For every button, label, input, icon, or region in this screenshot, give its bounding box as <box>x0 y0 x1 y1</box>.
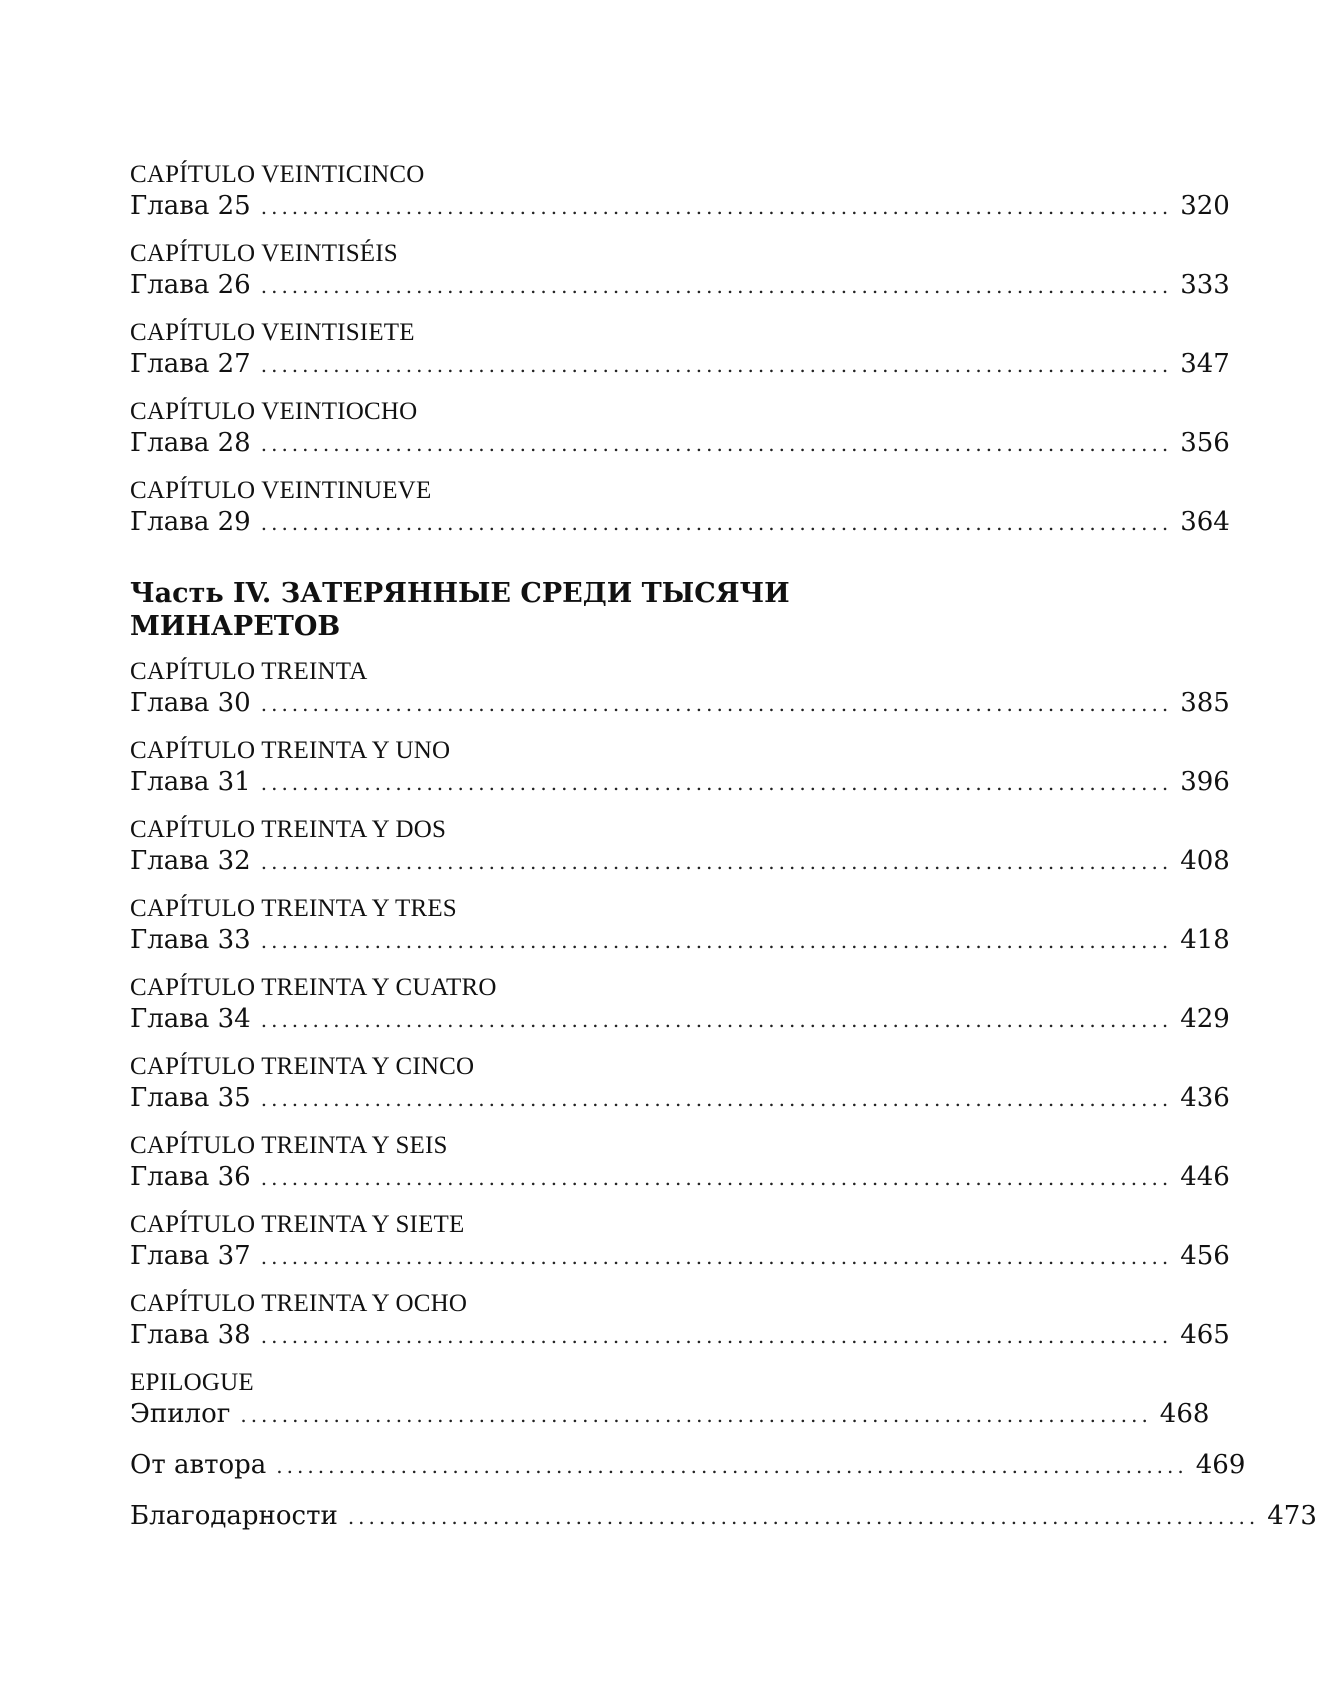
toc-entry-title: Глава 32 <box>130 846 251 876</box>
toc-entry-row <box>130 269 1230 302</box>
toc-entry-acknowledgements[interactable] <box>130 1500 1317 1533</box>
dot-leader: ........................................................................................ <box>276 1454 1188 1478</box>
toc-entry-title: Глава 34 <box>130 1004 251 1034</box>
toc-group-part4 <box>130 657 1230 1431</box>
toc-entry-row <box>130 190 1230 223</box>
toc-entry-title: Глава 27 <box>130 349 251 379</box>
dot-leader: ........................................................................................ <box>260 1008 1173 1032</box>
toc-entry[interactable] <box>130 736 1230 799</box>
toc-entry-title: Глава 31 <box>130 767 251 797</box>
toc-entry-heading: CAPÍTULO TREINTA Y SEIS <box>130 1132 448 1159</box>
toc-entry-row <box>130 1003 1230 1036</box>
toc-entry[interactable] <box>130 657 1230 720</box>
table-of-contents <box>130 160 1317 1533</box>
part-title-line1: Часть IV. ЗАТЕРЯННЫЕ СРЕДИ ТЫСЯЧИ <box>130 578 790 609</box>
toc-entry-page: 396 <box>1180 767 1230 797</box>
toc-entry-heading: CAPÍTULO VEINTIOCHO <box>130 398 418 425</box>
toc-entry-heading: CAPÍTULO TREINTA Y DOS <box>130 816 447 843</box>
toc-entry-row <box>130 427 1230 460</box>
toc-entry[interactable] <box>130 239 1230 302</box>
dot-leader: ........................................................................................ <box>260 511 1173 535</box>
toc-entry-heading: CAPÍTULO VEINTISIETE <box>130 319 415 346</box>
toc-entry-title: Глава 36 <box>130 1162 251 1192</box>
dot-leader: ........................................................................................ <box>260 274 1173 298</box>
toc-entry-row <box>130 348 1230 381</box>
toc-entry-page: 473 <box>1267 1501 1317 1531</box>
toc-entry-heading: CAPÍTULO VEINTINUEVE <box>130 477 432 504</box>
toc-entry[interactable] <box>130 1131 1230 1194</box>
toc-entry-heading: CAPÍTULO TREINTA Y SIETE <box>130 1211 465 1238</box>
toc-entry-heading: CAPÍTULO TREINTA Y OCHO <box>130 1290 468 1317</box>
toc-entry-title: Глава 26 <box>130 270 251 300</box>
toc-entry[interactable] <box>130 894 1230 957</box>
toc-entry[interactable] <box>130 318 1230 381</box>
toc-entry-heading: EPILOGUE <box>130 1369 254 1396</box>
toc-entry-page: 356 <box>1180 428 1230 458</box>
toc-entry-page: 347 <box>1180 349 1230 379</box>
toc-entry-title: Эпилог <box>130 1399 231 1429</box>
dot-leader: ........................................................................................ <box>260 692 1173 716</box>
toc-entry-page: 333 <box>1180 270 1230 300</box>
toc-entry-title: Глава 29 <box>130 507 251 537</box>
toc-entry[interactable] <box>130 1052 1230 1115</box>
toc-entry-heading: CAPÍTULO TREINTA <box>130 658 368 685</box>
toc-group-extras <box>130 1449 1317 1533</box>
dot-leader: ........................................................................................ <box>260 195 1173 219</box>
dot-leader: ........................................................................................ <box>240 1403 1152 1427</box>
toc-entry-row <box>130 924 1230 957</box>
toc-entry-title: Глава 30 <box>130 688 251 718</box>
toc-entry-title: Глава 37 <box>130 1241 251 1271</box>
toc-entry-heading: CAPÍTULO TREINTA Y TRES <box>130 895 457 922</box>
toc-entry-row <box>130 1240 1230 1273</box>
toc-entry-row <box>130 845 1230 878</box>
toc-entry-title: Глава 38 <box>130 1320 251 1350</box>
toc-entry-row <box>130 687 1230 720</box>
toc-entry-heading: CAPÍTULO TREINTA Y CINCO <box>130 1053 475 1080</box>
toc-entry-page: 456 <box>1180 1241 1230 1271</box>
toc-entry-page: 468 <box>1159 1399 1210 1429</box>
toc-entry[interactable] <box>130 1368 1210 1431</box>
dot-leader: ........................................................................................ <box>260 1087 1173 1111</box>
dot-leader: ........................................................................................ <box>260 929 1173 953</box>
toc-entry-page: 469 <box>1195 1450 1246 1480</box>
toc-entry-page: 436 <box>1180 1083 1230 1113</box>
toc-entry-title: Благодарности <box>130 1501 338 1531</box>
dot-leader: ........................................................................................ <box>260 850 1173 874</box>
toc-entry-row <box>130 1161 1230 1194</box>
toc-entry-page: 364 <box>1180 507 1230 537</box>
toc-entry-page: 465 <box>1180 1320 1230 1350</box>
toc-entry-page: 408 <box>1180 846 1230 876</box>
toc-entry-row <box>130 506 1230 539</box>
toc-entry-page: 320 <box>1180 191 1230 221</box>
toc-group-part3-tail <box>130 160 1230 539</box>
toc-entry-page: 385 <box>1180 688 1230 718</box>
toc-entry-row <box>130 1398 1210 1431</box>
dot-leader: ........................................................................................ <box>260 771 1173 795</box>
dot-leader: ........................................................................................ <box>347 1505 1260 1529</box>
dot-leader: ........................................................................................ <box>260 1245 1173 1269</box>
toc-entry-title: Глава 33 <box>130 925 251 955</box>
toc-entry-heading: CAPÍTULO VEINTISÉIS <box>130 240 398 267</box>
part-title-line2: МИНАРЕТОВ <box>130 611 341 642</box>
dot-leader: ........................................................................................ <box>260 1324 1173 1348</box>
toc-entry[interactable] <box>130 815 1230 878</box>
toc-entry-title: От автора <box>130 1450 267 1480</box>
dot-leader: ........................................................................................ <box>260 432 1173 456</box>
part-title <box>130 577 898 643</box>
toc-entry-title: Глава 35 <box>130 1083 251 1113</box>
toc-entry-heading: CAPÍTULO VEINTICINCO <box>130 161 425 188</box>
toc-entry[interactable] <box>130 973 1230 1036</box>
toc-entry-title: Глава 28 <box>130 428 251 458</box>
toc-entry-page: 418 <box>1180 925 1230 955</box>
toc-entry-heading: CAPÍTULO TREINTA Y UNO <box>130 737 451 764</box>
toc-entry[interactable] <box>130 397 1230 460</box>
toc-entry-author-note[interactable] <box>130 1449 1246 1482</box>
toc-entry[interactable] <box>130 160 1230 223</box>
toc-entry[interactable] <box>130 1289 1230 1352</box>
toc-entry-heading: CAPÍTULO TREINTA Y CUATRO <box>130 974 497 1001</box>
toc-entry-row <box>130 1319 1230 1352</box>
dot-leader: ........................................................................................ <box>260 353 1173 377</box>
toc-entry-row <box>130 1082 1230 1115</box>
toc-entry-page: 446 <box>1180 1162 1230 1192</box>
toc-entry-row <box>130 766 1230 799</box>
toc-entry[interactable] <box>130 476 1230 539</box>
toc-entry-page: 429 <box>1180 1004 1230 1034</box>
toc-entry-title: Глава 25 <box>130 191 251 221</box>
toc-entry[interactable] <box>130 1210 1230 1273</box>
dot-leader: ........................................................................................ <box>260 1166 1173 1190</box>
